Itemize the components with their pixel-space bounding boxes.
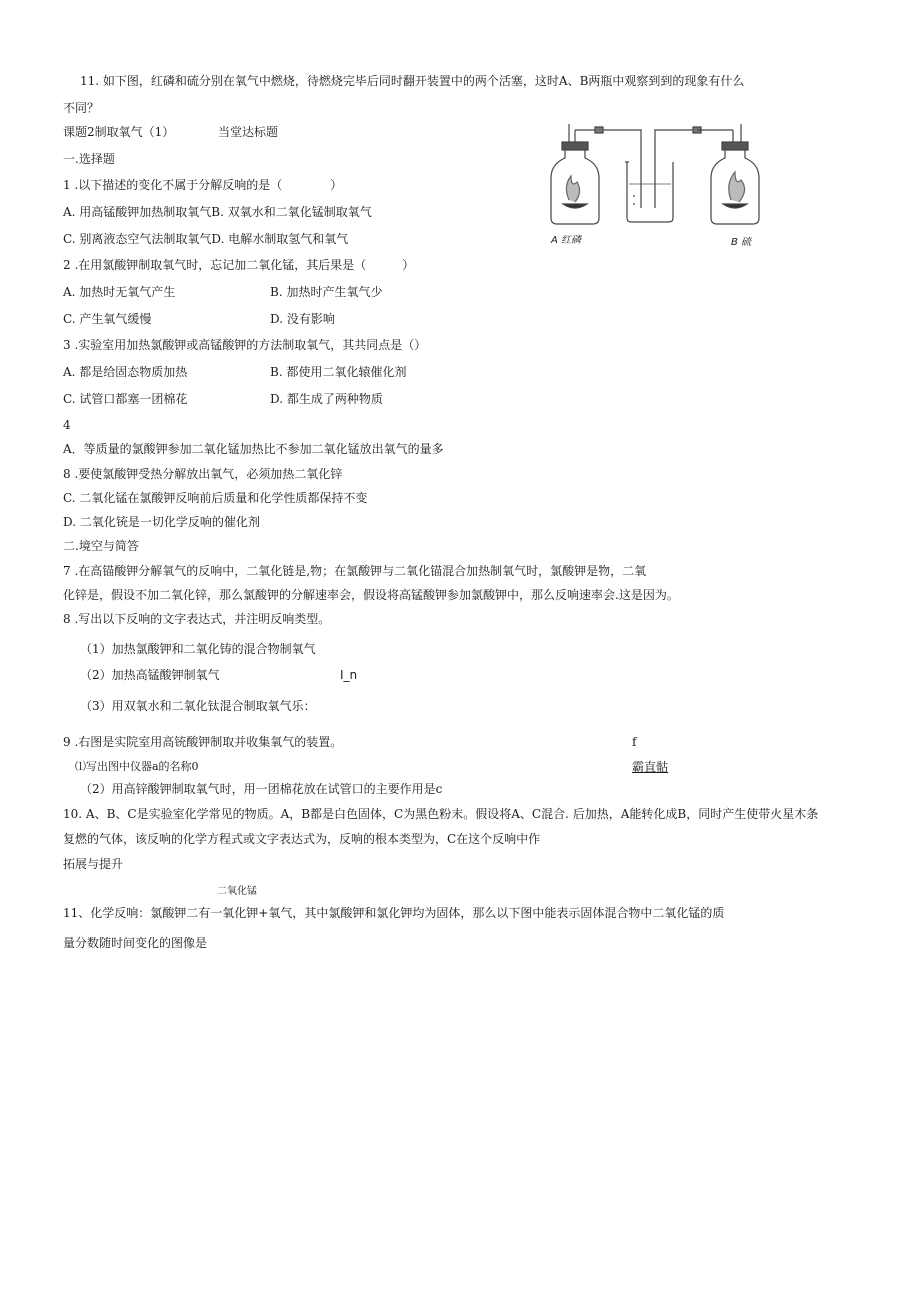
q2-stem: 2 .在用氯酸钾制取氧气时，忘记加二氧化锰，其后果是（ ） bbox=[63, 258, 415, 272]
section-choice-title: 一.选择题 bbox=[63, 152, 115, 166]
q1-stem: 1 .以下描述的变化不属于分解反响的是（ ） bbox=[63, 178, 343, 192]
q4-option-a: A．等质量的氯酸钾参加二氧化锰加热比不参加二氧化锰放出氧气的量多 bbox=[63, 442, 444, 456]
q11-top-line2: 不同？ bbox=[63, 101, 100, 115]
q9-stem: 9 .右图是实院室用高铳酸钾制取并收集氧气的装置。 bbox=[63, 735, 343, 749]
q4-option-c: C. 二氧化锰在氯酸钾反响前后质量和化学性质都保持不变 bbox=[63, 491, 368, 505]
q11-bottom-line2: 量分数随时间变化的图像是 bbox=[63, 936, 208, 950]
figure-label-a: A 红磷 bbox=[551, 235, 582, 246]
apparatus-figure bbox=[545, 118, 780, 258]
q10-line2: 复燃的气体，该反响的化学方程式或文字表达式为，反响的根本类型为，C在这个反响中作 bbox=[63, 832, 541, 846]
q9-mark-2: 霸直骷 bbox=[632, 760, 669, 774]
q3-option-a: A. 都是给固态物质加热 bbox=[63, 365, 188, 379]
lesson-subtitle: 当堂达标题 bbox=[218, 125, 279, 139]
q11-top-line1: 11. 如下图，红磷和硫分别在氧气中燃烧，待燃烧完毕后同时翻开装置中的两个活塞，这时A、B两瓶中观察到到的现象有什么 bbox=[80, 74, 745, 88]
q9-mark-f: f bbox=[632, 735, 637, 749]
q2-option-b: B. 加热时产生氧气少 bbox=[270, 285, 383, 299]
q7-line1: 7 .在高锚酸钾分解氧气的反响中，二氧化链是,物；在氯酸钾与二氧化锚混合加热制氧气时，氯酸钾是物，二氧 bbox=[63, 564, 647, 578]
q9-part1: ⑴写出图中仪器a的名称0 bbox=[75, 760, 199, 773]
q8-part3: （3）用双氧水和二氧化钛混合制取氧气乐： bbox=[80, 699, 316, 713]
q4-number: 4 bbox=[63, 418, 71, 432]
q8-part2-mark: I_n bbox=[340, 668, 358, 682]
q2-option-a: A. 加热时无氧气产生 bbox=[63, 285, 176, 299]
q8-part2: （2）加热高锰酸钾制氧气 bbox=[80, 668, 220, 682]
q1-options-ab: A. 用高锰酸钾加热制取氧气B. 双氧水和二氧化锰制取氧气 bbox=[63, 205, 372, 219]
q10-line1: 10. A、B、C是实验室化学常见的物质。A，B都是白色固体，C为黑色粉末。假设将A、C混合. 后加热，A能转化成B，同时产生使带火星木条 bbox=[63, 807, 819, 821]
q3-option-c: C. 试管口都塞一团棉花 bbox=[63, 392, 188, 406]
q11-bottom-line1: 11、化学反响：氯酸钾二有一氧化钾+氧气，其中氯酸钾和氯化钾均为固体，那么以下图中能表示固体混合物中二氧化锰的质 bbox=[63, 906, 725, 920]
section-extension-title: 拓展与提升 bbox=[63, 857, 124, 871]
q4-option-d: D. 二氧化铳是一切化学反响的催化剂 bbox=[63, 515, 260, 529]
q3-stem: 3 .实验室用加热氯酸钾或高锰酸钾的方法制取氧气，其共同点是（） bbox=[63, 338, 427, 352]
q2-option-d: D. 没有影响 bbox=[270, 312, 335, 326]
q3-option-d: D. 都生成了两种物质 bbox=[270, 392, 383, 406]
section-fill-title: 二.境空与简答 bbox=[63, 539, 139, 553]
q1-options-cd: C. 别离液态空气法制取氧气D. 电解水制取氢气和氧气 bbox=[63, 232, 349, 246]
q8-stem: 8 .写出以下反响的文字表达式，并注明反响类型。 bbox=[63, 612, 331, 626]
q7-line2: 化锌是，假设不加二氧化锌，那么氯酸钾的分解速率会，假设将高锰酸钾参加氯酸钾中，那么反响速率会.这是因为。 bbox=[63, 588, 679, 602]
q4-option-b: 8 .要使氯酸钾受热分解放出氧气，必须加热二氧化锌 bbox=[63, 467, 343, 481]
q3-option-b: B. 都使用二氧化辕催化剂 bbox=[270, 365, 407, 379]
q9-part2: （2）用高锌酸钾制取氧气时，用一团棉花放在试管口的主要作用是c bbox=[80, 782, 443, 796]
figure-label-b: B 硫 bbox=[731, 237, 752, 248]
q11-catalyst-label: 二氧化锰 bbox=[217, 886, 257, 897]
q2-option-c: C. 产生氧气缓慢 bbox=[63, 312, 152, 326]
q8-part1: （1）加热氯酸钾和二氧化铸的混合物制氧气 bbox=[80, 642, 316, 656]
lesson-title: 课题2制取氧气（1） bbox=[63, 125, 175, 139]
